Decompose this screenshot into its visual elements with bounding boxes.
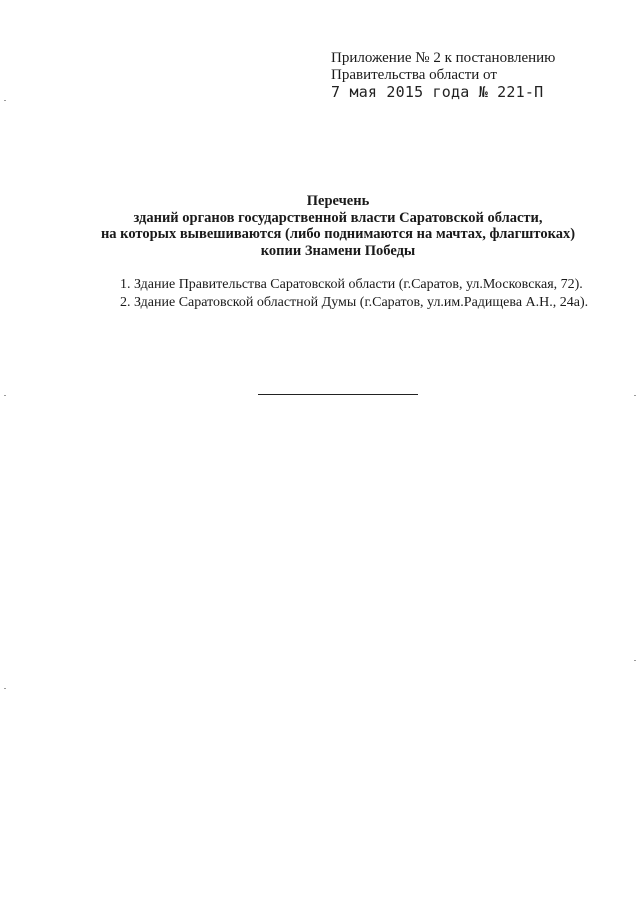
title-line-3: на которых вывешиваются (либо поднимаются на мачтах, флагштоках) (100, 226, 576, 242)
appendix-header (331, 50, 631, 101)
title-line-1: Перечень (306, 193, 370, 209)
scan-mark (4, 395, 6, 396)
appendix-line-1: Приложение № 2 к постановлению (331, 50, 556, 66)
list-item: 1. Здание Правительства Саратовской области (г.Саратов, ул.Московская, 72). (120, 277, 583, 292)
scan-mark (4, 688, 6, 689)
title-line-2: зданий органов государственной власти Саратовской области, (133, 209, 543, 226)
closing-divider (258, 394, 418, 395)
scan-mark (634, 660, 636, 661)
list-item: 2. Здание Саратовской областной Думы (г.Саратов, ул.им.Радищева А.Н., 24а). (120, 295, 589, 310)
appendix-line-2: Правительства области от (331, 67, 497, 83)
document-title (40, 193, 636, 259)
scan-mark (4, 100, 6, 101)
title-line-4: копии Знамени Победы (260, 242, 416, 259)
building-list (84, 276, 590, 312)
resolution-date-stamp: 7 мая 2015 года № 221-П (331, 83, 544, 101)
scan-mark (634, 395, 636, 396)
